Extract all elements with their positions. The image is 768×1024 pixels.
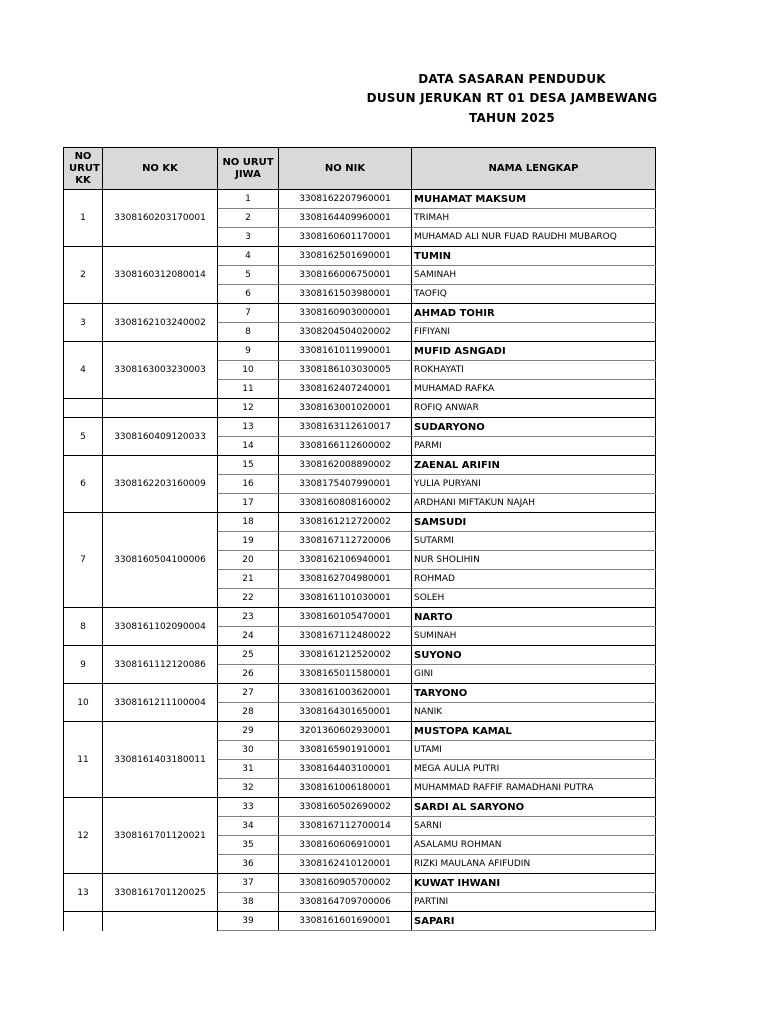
nik-cell: 3308161212720002 xyxy=(279,513,412,532)
table-row xyxy=(64,722,656,741)
family-card-number-cell: 3308160504100006 xyxy=(103,513,218,608)
person-order-cell: 36 xyxy=(218,855,279,874)
nik-cell: 3308160105470001 xyxy=(279,608,412,627)
kk-number-cell: 10 xyxy=(64,684,103,722)
family-card-number-cell: 3308161112120086 xyxy=(103,646,218,684)
person-order-cell: 13 xyxy=(218,418,279,437)
person-order-cell: 37 xyxy=(218,874,279,893)
kk-number-cell: 6 xyxy=(64,456,103,513)
kk-number-cell xyxy=(64,912,103,931)
nik-cell: 3308164403100001 xyxy=(279,760,412,779)
person-order-cell: 17 xyxy=(218,494,279,513)
nik-cell: 3308162704980001 xyxy=(279,570,412,589)
kk-number-cell: 11 xyxy=(64,722,103,798)
kk-number-cell: 5 xyxy=(64,418,103,456)
full-name-cell: MUHAMMAD RAFFIF RAMADHANI PUTRA xyxy=(412,779,656,798)
person-order-cell: 18 xyxy=(218,513,279,532)
table-row xyxy=(64,608,656,627)
nik-cell: 3308164301650001 xyxy=(279,703,412,722)
nik-cell: 3308167112700014 xyxy=(279,817,412,836)
person-order-cell: 11 xyxy=(218,380,279,399)
nik-cell: 3308166112600002 xyxy=(279,437,412,456)
nik-cell: 3308162106940001 xyxy=(279,551,412,570)
full-name-cell: TAOFIQ xyxy=(412,285,656,304)
table-row xyxy=(64,399,656,418)
family-card-number-cell: 3308161701120025 xyxy=(103,874,218,912)
nik-cell: 3308161601690001 xyxy=(279,912,412,931)
col-header-no-nik: NO NIK xyxy=(279,148,412,190)
nik-cell: 3308162501690001 xyxy=(279,247,412,266)
family-card-number-cell: 3308161701120021 xyxy=(103,798,218,874)
person-order-cell: 38 xyxy=(218,893,279,912)
full-name-cell: UTAMI xyxy=(412,741,656,760)
family-card-number-cell: 3308160203170001 xyxy=(103,190,218,247)
nik-cell: 3308163112610017 xyxy=(279,418,412,437)
nik-cell: 3308162407240001 xyxy=(279,380,412,399)
person-order-cell: 9 xyxy=(218,342,279,361)
person-order-cell: 27 xyxy=(218,684,279,703)
kk-number-cell: 12 xyxy=(64,798,103,874)
full-name-cell: ARDHANI MIFTAKUN NAJAH xyxy=(412,494,656,513)
table-row xyxy=(64,342,656,361)
full-name-cell: MUSTOPA KAMAL xyxy=(412,722,656,741)
full-name-cell: MUHAMAD RAFKA xyxy=(412,380,656,399)
family-card-number-cell: 3308160409120033 xyxy=(103,418,218,456)
nik-cell: 3308160502690002 xyxy=(279,798,412,817)
person-order-cell: 28 xyxy=(218,703,279,722)
nik-cell: 3308164709700006 xyxy=(279,893,412,912)
nik-cell: 3308160601170001 xyxy=(279,228,412,247)
nik-cell: 3308165011580001 xyxy=(279,665,412,684)
person-order-cell: 25 xyxy=(218,646,279,665)
person-order-cell: 2 xyxy=(218,209,279,228)
person-order-cell: 10 xyxy=(218,361,279,380)
col-header-no-kk: NO KK xyxy=(103,148,218,190)
col-header-no-urut-kk: NO URUT KK xyxy=(64,148,103,190)
nik-cell: 3308167112480022 xyxy=(279,627,412,646)
full-name-cell: PARMI xyxy=(412,437,656,456)
full-name-cell: MEGA AULIA PUTRI xyxy=(412,760,656,779)
table-row xyxy=(64,304,656,323)
nik-cell: 3308204504020002 xyxy=(279,323,412,342)
nik-cell: 3308160905700002 xyxy=(279,874,412,893)
kk-number-cell: 3 xyxy=(64,304,103,342)
nik-cell: 3308164409960001 xyxy=(279,209,412,228)
table-row xyxy=(64,418,656,437)
nik-cell: 3308162008890002 xyxy=(279,456,412,475)
nik-cell: 3308161011990001 xyxy=(279,342,412,361)
person-order-cell: 29 xyxy=(218,722,279,741)
person-order-cell: 24 xyxy=(218,627,279,646)
family-card-number-cell: 3308161211100004 xyxy=(103,684,218,722)
nik-cell: 3308160606910001 xyxy=(279,836,412,855)
family-card-number-cell: 3308162103240002 xyxy=(103,304,218,342)
full-name-cell: SUYONO xyxy=(412,646,656,665)
full-name-cell: ASALAMU ROHMAN xyxy=(412,836,656,855)
table-row xyxy=(64,456,656,475)
full-name-cell: AHMAD TOHIR xyxy=(412,304,656,323)
kk-number-cell: 2 xyxy=(64,247,103,304)
full-name-cell: SARNI xyxy=(412,817,656,836)
nik-cell: 3308167112720006 xyxy=(279,532,412,551)
full-name-cell: SARDI AL SARYONO xyxy=(412,798,656,817)
person-order-cell: 26 xyxy=(218,665,279,684)
nik-cell: 3308161212520002 xyxy=(279,646,412,665)
full-name-cell: PARTINI xyxy=(412,893,656,912)
kk-number-cell: 4 xyxy=(64,342,103,399)
table-row xyxy=(64,798,656,817)
nik-cell: 3308161003620001 xyxy=(279,684,412,703)
nik-cell: 3308162410120001 xyxy=(279,855,412,874)
kk-number-cell: 9 xyxy=(64,646,103,684)
table-row xyxy=(64,190,656,209)
person-order-cell: 3 xyxy=(218,228,279,247)
population-table xyxy=(63,147,656,931)
person-order-cell: 30 xyxy=(218,741,279,760)
full-name-cell: SAMINAH xyxy=(412,266,656,285)
full-name-cell: SUTARMI xyxy=(412,532,656,551)
kk-number-cell: 7 xyxy=(64,513,103,608)
person-order-cell: 33 xyxy=(218,798,279,817)
nik-cell: 3308165901910001 xyxy=(279,741,412,760)
person-order-cell: 12 xyxy=(218,399,279,418)
full-name-cell: SAMSUDI xyxy=(412,513,656,532)
person-order-cell: 32 xyxy=(218,779,279,798)
document-title: DATA SASARAN PENDUDUK xyxy=(418,72,606,86)
nik-cell: 3308163001020001 xyxy=(279,399,412,418)
kk-number-cell: 13 xyxy=(64,874,103,912)
person-order-cell: 4 xyxy=(218,247,279,266)
full-name-cell: TARYONO xyxy=(412,684,656,703)
person-order-cell: 1 xyxy=(218,190,279,209)
table-row xyxy=(64,513,656,532)
kk-number-cell: 1 xyxy=(64,190,103,247)
person-order-cell: 31 xyxy=(218,760,279,779)
full-name-cell: ROFIQ ANWAR xyxy=(412,399,656,418)
full-name-cell: NANIK xyxy=(412,703,656,722)
person-order-cell: 20 xyxy=(218,551,279,570)
full-name-cell: TUMIN xyxy=(412,247,656,266)
nik-cell: 3201360602930001 xyxy=(279,722,412,741)
family-card-number-cell xyxy=(103,399,218,418)
person-order-cell: 34 xyxy=(218,817,279,836)
person-order-cell: 22 xyxy=(218,589,279,608)
family-card-number-cell: 3308161403180011 xyxy=(103,722,218,798)
full-name-cell: ROHMAD xyxy=(412,570,656,589)
full-name-cell: MUHAMAD ALI NUR FUAD RAUDHI MUBAROQ xyxy=(412,228,656,247)
kk-number-cell xyxy=(64,399,103,418)
full-name-cell: YULIA PURYANI xyxy=(412,475,656,494)
table-header-row xyxy=(64,148,656,190)
family-card-number-cell: 3308161102090004 xyxy=(103,608,218,646)
col-header-no-urut-jiwa: NO URUT JIWA xyxy=(218,148,279,190)
nik-cell: 3308162207960001 xyxy=(279,190,412,209)
family-card-number-cell: 3308162203160009 xyxy=(103,456,218,513)
person-order-cell: 7 xyxy=(218,304,279,323)
nik-cell: 3308161101030001 xyxy=(279,589,412,608)
nik-cell: 3308175407990001 xyxy=(279,475,412,494)
person-order-cell: 39 xyxy=(218,912,279,931)
document-subtitle: DUSUN JERUKAN RT 01 DESA JAMBEWANG xyxy=(366,91,658,105)
col-header-nama-lengkap: NAMA LENGKAP xyxy=(412,148,656,190)
person-order-cell: 15 xyxy=(218,456,279,475)
person-order-cell: 19 xyxy=(218,532,279,551)
nik-cell: 3308160808160002 xyxy=(279,494,412,513)
full-name-cell: NARTO xyxy=(412,608,656,627)
person-order-cell: 14 xyxy=(218,437,279,456)
full-name-cell: SUDARYONO xyxy=(412,418,656,437)
full-name-cell: ZAENAL ARIFIN xyxy=(412,456,656,475)
nik-cell: 3308161006180001 xyxy=(279,779,412,798)
person-order-cell: 21 xyxy=(218,570,279,589)
full-name-cell: ROKHAYATI xyxy=(412,361,656,380)
table-body xyxy=(64,190,656,931)
document-year: TAHUN 2025 xyxy=(469,111,555,125)
nik-cell: 3308186103030005 xyxy=(279,361,412,380)
table-row xyxy=(64,912,656,931)
full-name-cell: SAPARI xyxy=(412,912,656,931)
family-card-number-cell: 3308163003230003 xyxy=(103,342,218,399)
full-name-cell: GINI xyxy=(412,665,656,684)
full-name-cell: MUFID ASNGADI xyxy=(412,342,656,361)
nik-cell: 3308166006750001 xyxy=(279,266,412,285)
full-name-cell: NUR SHOLIHIN xyxy=(412,551,656,570)
kk-number-cell: 8 xyxy=(64,608,103,646)
person-order-cell: 6 xyxy=(218,285,279,304)
nik-cell: 3308161503980001 xyxy=(279,285,412,304)
full-name-cell: MUHAMAT MAKSUM xyxy=(412,190,656,209)
person-order-cell: 5 xyxy=(218,266,279,285)
full-name-cell: RIZKI MAULANA AFIFUDIN xyxy=(412,855,656,874)
person-order-cell: 16 xyxy=(218,475,279,494)
full-name-cell: SUMINAH xyxy=(412,627,656,646)
full-name-cell: TRIMAH xyxy=(412,209,656,228)
family-card-number-cell xyxy=(103,912,218,931)
person-order-cell: 35 xyxy=(218,836,279,855)
person-order-cell: 8 xyxy=(218,323,279,342)
full-name-cell: FIFIYANI xyxy=(412,323,656,342)
table-row xyxy=(64,247,656,266)
family-card-number-cell: 3308160312080014 xyxy=(103,247,218,304)
nik-cell: 3308160903000001 xyxy=(279,304,412,323)
table-row xyxy=(64,646,656,665)
full-name-cell: KUWAT IHWANI xyxy=(412,874,656,893)
full-name-cell: SOLEH xyxy=(412,589,656,608)
table-row xyxy=(64,684,656,703)
table-row xyxy=(64,874,656,893)
person-order-cell: 23 xyxy=(218,608,279,627)
